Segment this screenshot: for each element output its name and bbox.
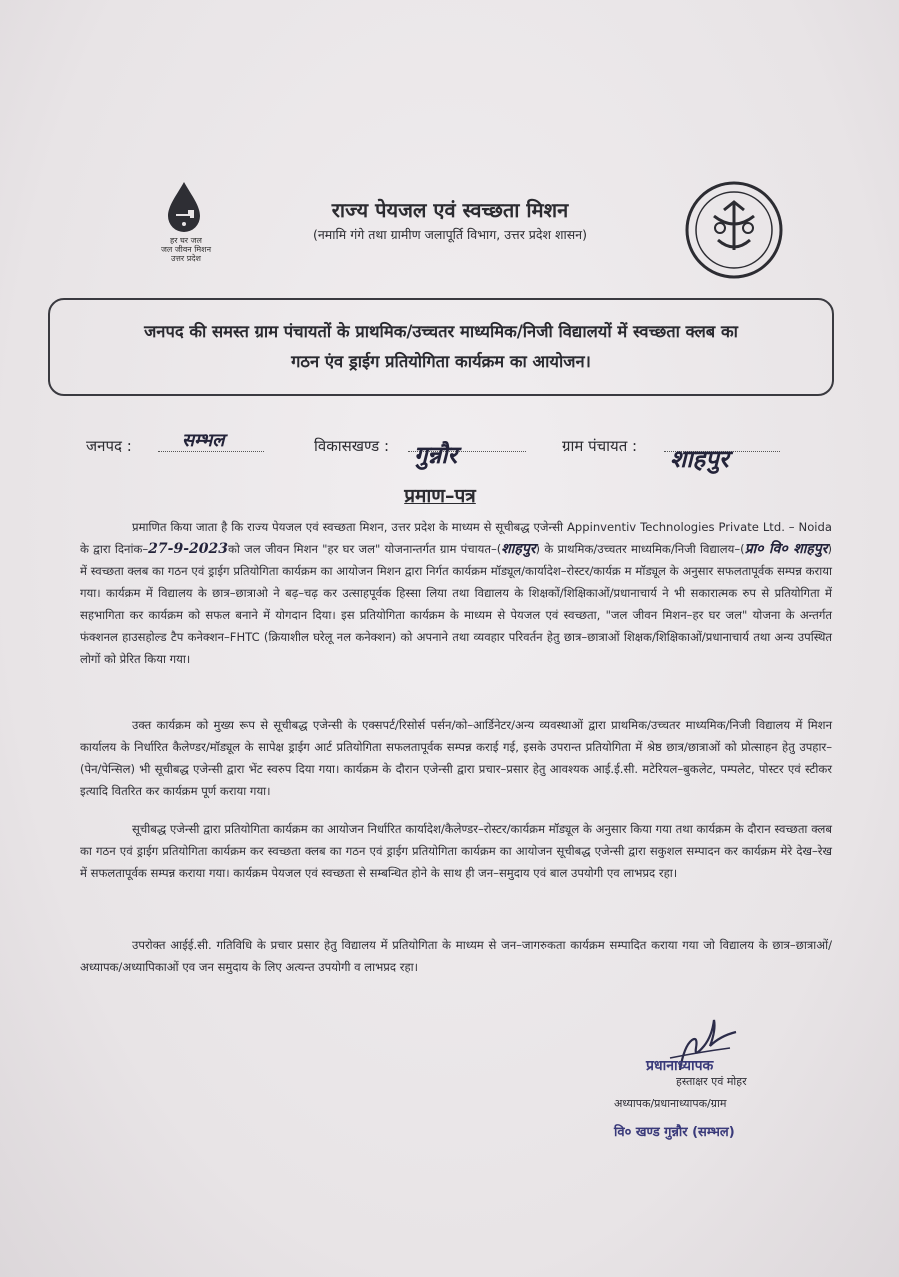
p1-school-name: प्रा० वि० शाहपुर (744, 541, 828, 557)
har-ghar-jal-logo (150, 180, 220, 263)
program-date: 27-9-2023 (148, 541, 228, 557)
p3-text: सूचीबद्ध एजेन्सी द्वारा प्रतियोगिता कार्यक्रम का आयोजन निर्धारित कार्यादेश/कैलेण्डर–रोस्टर/कार्यक्रम मॉड्यूल के अनुसार किया गया तथा कार्यक्रम के दौरान स्वच्छता क्लब का गठन एवं ड्राईग प्रतियोगिता कार्यक्रम कर स्वच्छता क्लब का गठन एवं ड्राईग प्रतियोगिता कार्यक्रम का आयोजन सूचीबद्ध एजेन्सी द्वारा सकुशल सम्पादन कर कार्यक्रम मेरे देख–रेख में सफलतापूर्वक सम्पन्न कराया गया। कार्यक्रम पेयजल एवं स्वच्छता से सम्बन्धित होने के साथ ही जन–समुदाय एवं बाल उपयोगी एव लाभप्रद रहा। (80, 822, 832, 880)
page-title: राज्य पेयजल एवं स्वच्छता मिशन (331, 198, 569, 222)
district-value: सम्भल (182, 430, 225, 451)
state-emblem-icon (684, 180, 784, 280)
p4-text: उपरोक्त आईई.सी. गतिविधि के प्रचार प्रसार हेतु विद्यालय में प्रतियोगिता के माध्यम से जन–जागरुकता कार्यक्रम सम्पादित कराया गया जो विद्यालय के छात्र–छात्राओं/अध्यापक/अध्यापिकाओं एव जन समुदाय के लिए अत्यन्त उपयोगी व लाभप्रद रहा। (80, 938, 832, 974)
signature-label: हस्ताक्षर एवं मोहर (676, 1075, 747, 1088)
gram-panchayat-label: ग्राम पंचायत : (562, 437, 638, 455)
gram-panchayat-value: शाहपुर (670, 444, 729, 473)
p1-text-a: प्रमाणित किया जाता है कि राज्य पेयजल एवं स्वच्छता मिशन, उत्तर प्रदेश के माध्यम से सूचीबद्ध एजेन्सी Appinventiv Technologies Private Ltd. – Noida के द्वारा दिनांक– (80, 520, 832, 556)
paragraph-2 (80, 714, 832, 802)
paragraph-4 (80, 934, 832, 978)
heading-line-2: गठन एंव ड्राईग प्रतियोगिता कार्यक्रम का आयोजन। (291, 352, 591, 371)
stamp-name: प्रधानाध्यापक (646, 1058, 714, 1074)
logo-caption: हर घर जल जल जीवन मिशन उत्तर प्रदेश (160, 236, 212, 263)
p1-text-c: ) के प्राथमिक/उच्चतर माध्यमिक/निजी विद्यालय–( (535, 542, 745, 556)
signatory-designation: अध्यापक/प्रधानाध्यापक/ग्राम (614, 1097, 727, 1110)
p1-text-b: को जल जीवन मिशन "हर घर जल" योजनान्तर्गत ग्राम पंचायत–( (227, 542, 502, 556)
certificate-title: प्रमाण–पत्र (404, 485, 476, 507)
program-heading-box (48, 298, 834, 396)
up-government-seal (684, 180, 784, 280)
p1-text-d: ) में स्वच्छता क्लब का गठन एवं ड्राईग प्रतियोगिता कार्यक्रम का आयोजन मिशन द्वारा निर्गत कार्यक्रम मॉड्यूल/कार्यादेश–रोस्टर/कार्यक्र म मॉड्यूल के अनुसार सफलतापूर्वक सम्पन्न कराया गया। कार्यक्रम में विद्यालय के छात्र–छात्राओ ने बढ़–चढ़ कर उत्साहपूर्वक हिस्सा लिया तथा विद्यालय के शिक्षकों/शिक्षिकाओं/प्रधानाचार्य ने भी सकारात्मक रुप से प्रतियोगिता में सहभागिता कर कार्यक्रम को सफल बनाने में योगदान दिया। इस प्रतियोगिता कार्यक्रम के माध्यम से पेयजल एवं स्वच्छता, "जल जीवन मिशन–हर घर जल" योजना के अन्तर्गत फंक्शनल हाउसहोल्ड टैप कनेक्शन–FHTC (क्रियाशील घरेलू नल कनेक्शन) को अपनाने तथा व्यवहार परिवर्तन हेतु छात्र–छात्राओं शिक्षक/शिक्षिकाओं/प्रधानाचार्य तथा अन्य उपस्थित लोगों को प्रेरित किया गया। (80, 542, 832, 666)
heading-line-1: जनपद की समस्त ग्राम पंचायतों के प्राथमिक/उच्चतर माध्यमिक/निजी विद्यालयों में स्वच्छता क्लब का (144, 322, 738, 341)
water-drop-icon (164, 180, 204, 232)
paragraph-1 (80, 516, 832, 670)
paragraph-3 (80, 818, 832, 884)
district-label: जनपद : (86, 437, 132, 455)
block-value: गुन्नौर (414, 440, 458, 469)
stamp-block-name: वि० खण्ड गुन्नौर (सम्भल) (614, 1125, 735, 1140)
page-subtitle: (नमामि गंगे तथा ग्रामीण जलापूर्ति विभाग, उत्तर प्रदेश शासन) (312, 227, 587, 242)
p1-gram-panchayat: शाहपुर (501, 541, 536, 557)
p2-text: उक्त कार्यक्रम को मुख्य रूप से सूचीबद्ध एजेन्सी के एक्सपर्ट/रिसोर्स पर्सन/को–आर्डिनेटर/अन्य व्यवस्थाओं द्वारा प्राथमिक/उच्चतर माध्यमिक/निजी विद्यालय में मिशन कार्यालय के निर्धारित कैलेण्डर/मॉड्यूल के सापेक्ष ड्राईग आर्ट प्रतियोगिता सफलतापूर्वक सम्पन्न कराई गई, इसके उपरान्त प्रतियोगिता में श्रेष्ठ छात्र/छात्राओं को प्रोत्साहन हेतु उपहार–(पेन/पेन्सिल) भी सूचीबद्ध एजेन्सी द्वारा भेंट स्वरुप दिया गया। कार्यक्रम के दौरान एजेन्सी द्वारा प्रचार–प्रसार हेतु आवश्यक आई.ई.सी. मटेरियल–बुकलेट, पम्पलेट, पोस्टर एवं स्टीकर इत्यादि वितरित कर कार्यक्रम पूर्ण कराया गया। (80, 718, 832, 798)
block-label: विकासखण्ड : (314, 437, 390, 455)
